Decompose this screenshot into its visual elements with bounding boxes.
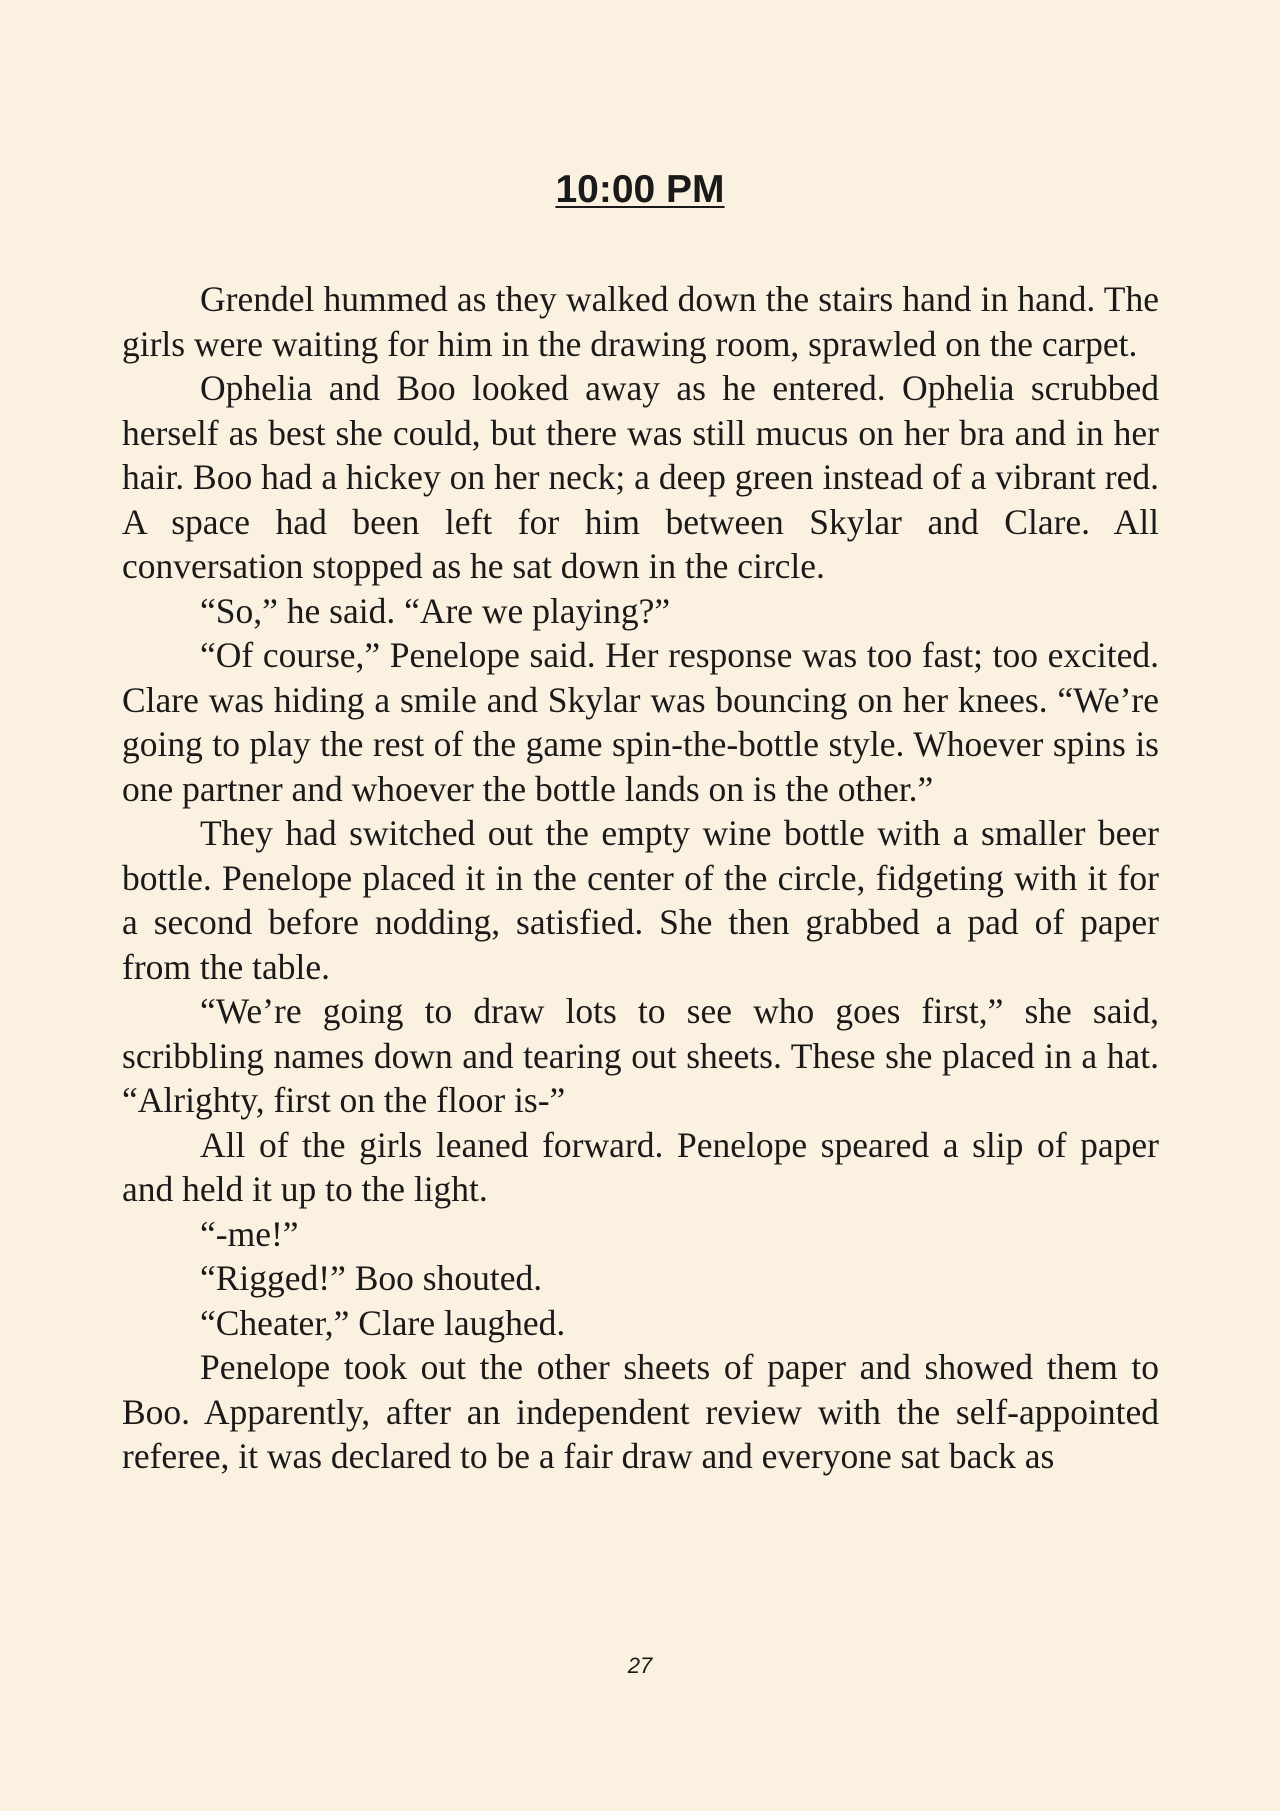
paragraph: Grendel hummed as they walked down the stairs hand in hand. The girls were waiting for him in the drawing room, sprawled on the carpet. [122,279,1159,364]
paragraph: All of the girls leaned forward. Penelope speared a slip of paper and held it up to the light. [122,1124,1159,1209]
paragraph: “Of course,” Penelope said. Her response was too fast; too excited. Clare was hiding a smile and Skylar was bouncing on her knees. “We’re going to play the rest of the game spin-the-bottle style. Whoever spins is one partner and whoever the bottle lands on is the other.” [122,635,1159,809]
paragraph: “So,” he said. “Are we playing?” [200,590,671,631]
paragraph: Penelope took out the other sheets of paper and showed them to Boo. Apparently, after an independent review with the self-appointed referee, it was declared to be a fair draw and everyone sat back as [122,1347,1159,1476]
paragraph: “Rigged!” Boo shouted. [200,1258,543,1298]
paragraph: Ophelia and Boo looked away as he entered. Ophelia scrubbed herself as best she could, but there was still mucus on her bra and in her hair. Boo had a hickey on her neck; a deep green instead of a vibrant red. A space had been left for him between Skylar and Clare. All conversation stopped as he sat down in the circle. [122,368,1159,586]
paragraph: “Cheater,” Clare laughed. [200,1302,566,1343]
paragraph: “-me!” [200,1213,299,1254]
chapter-heading: 10:00 PM [555,168,725,211]
paragraph: They had switched out the empty wine bottle with a smaller beer bottle. Penelope placed it in the center of the circle, fidgeting with it for a second before nodding, satisfied. She then grabbed a pad of paper from the table. [122,813,1159,987]
paragraph: “We’re going to draw lots to see who goes first,” she said, scribbling names down and tearing out sheets. These she placed in a hat. “Alrighty, first on the floor is-” [122,991,1159,1120]
page-number: 27 [627,1653,653,1678]
body-text [122,277,1159,1479]
